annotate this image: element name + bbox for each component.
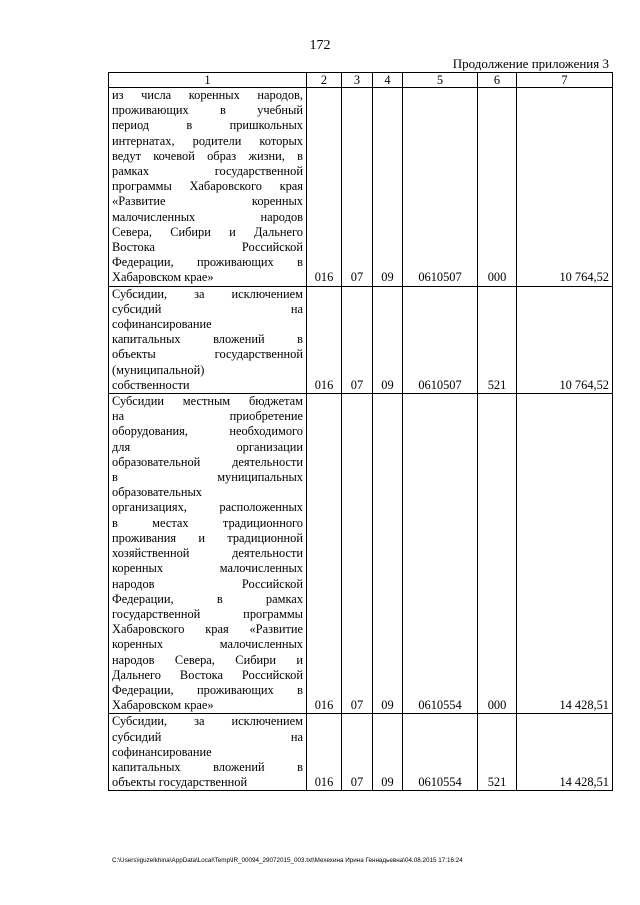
page-number: 172	[309, 38, 331, 53]
description-line: коренных малочисленных	[112, 637, 303, 652]
ministry-code: 016	[307, 88, 342, 287]
description-line: рамках государственной	[112, 164, 303, 179]
amount: 10 764,52	[517, 286, 613, 393]
description-line: софинансирование	[112, 744, 212, 759]
expense-type-code: 521	[478, 714, 517, 791]
description-line: Востока Российской	[112, 240, 303, 255]
description-line: период в пришкольных	[112, 118, 303, 133]
description-line: проживания и традиционной	[112, 530, 303, 545]
description-line: (муниципальной)	[112, 362, 205, 377]
description-line: Субсидии местным бюджетам	[112, 394, 303, 409]
description-line: «Развитие коренных	[112, 194, 303, 209]
row-description	[109, 714, 307, 791]
description-line: Федерации, проживающих в	[112, 255, 303, 270]
amount: 14 428,51	[517, 714, 613, 791]
description-line: Хабаровском крае»	[112, 270, 214, 285]
description-line: объекты государственной	[112, 775, 248, 790]
amount: 14 428,51	[517, 394, 613, 714]
column-header: 7	[517, 73, 613, 88]
description-line: субсидий на	[112, 729, 303, 744]
column-header: 5	[403, 73, 478, 88]
target-article-code: 0610507	[403, 88, 478, 287]
description-line: народов Севера, Сибири и	[112, 652, 303, 667]
table-row	[109, 286, 613, 393]
expense-type-code: 521	[478, 286, 517, 393]
row-description	[109, 88, 307, 287]
description-line: капитальных вложений в	[112, 759, 303, 774]
description-line: хозяйственной деятельности	[112, 546, 303, 561]
row-description	[109, 394, 307, 714]
description-line: Субсидии, за исключением	[112, 714, 303, 729]
amount: 10 764,52	[517, 88, 613, 287]
description-line: организациях, расположенных	[112, 500, 303, 515]
description-line: софинансирование	[112, 317, 212, 332]
description-line: Севера, Сибири и Дальнего	[112, 224, 303, 239]
description-line: народов Российской	[112, 576, 303, 591]
description-line: малочисленных народов	[112, 209, 303, 224]
description-line: Федерации, в рамках	[112, 591, 303, 606]
section-code: 07	[342, 714, 373, 791]
description-line: капитальных вложений в	[112, 332, 303, 347]
description-line: государственной программы	[112, 606, 303, 621]
subsection-code: 09	[373, 286, 403, 393]
description-line: образовательных	[112, 485, 202, 500]
description-line: из числа коренных народов,	[112, 88, 303, 102]
description-line: Хабаровском крае»	[112, 698, 214, 713]
description-line: Субсидии, за исключением	[112, 286, 303, 301]
description-line: в местах традиционного	[112, 515, 303, 530]
subsection-code: 09	[373, 88, 403, 287]
file-path-footer: C:\Users\iguzelkhina\AppData\Local\Temp\IR_00094_29072015_003.txt\Мехехина Ирина Геннадьевна\04.08.2015 17:16:24	[112, 857, 463, 864]
table-row	[109, 394, 613, 714]
column-header: 1	[109, 73, 307, 88]
description-line: собственности	[112, 377, 190, 392]
description-line: оборудования, необходимого	[112, 424, 303, 439]
description-line: на приобретение	[112, 409, 303, 424]
description-line: в муниципальных	[112, 470, 303, 485]
description-line: Федерации, проживающих в	[112, 682, 303, 697]
expense-type-code: 000	[478, 88, 517, 287]
table-row	[109, 88, 613, 287]
target-article-code: 0610554	[403, 394, 478, 714]
description-line: проживающих в учебный	[112, 103, 303, 118]
subsection-code: 09	[373, 394, 403, 714]
column-header: 3	[342, 73, 373, 88]
section-code: 07	[342, 286, 373, 393]
description-line: программы Хабаровского края	[112, 179, 303, 194]
column-header: 2	[307, 73, 342, 88]
description-line: интернатах, родители которых	[112, 133, 303, 148]
section-code: 07	[342, 394, 373, 714]
column-header: 6	[478, 73, 517, 88]
ministry-code: 016	[307, 394, 342, 714]
expense-type-code: 000	[478, 394, 517, 714]
description-line: объекты государственной	[112, 347, 303, 362]
description-line: ведут кочевой образ жизни, в	[112, 148, 303, 163]
row-description	[109, 286, 307, 393]
target-article-code: 0610507	[403, 286, 478, 393]
budget-table	[108, 72, 613, 791]
continuation-label: Продолжение приложения 3	[452, 56, 609, 71]
target-article-code: 0610554	[403, 714, 478, 791]
description-line: для организации	[112, 439, 303, 454]
ministry-code: 016	[307, 714, 342, 791]
table-header-row	[109, 73, 613, 88]
section-code: 07	[342, 88, 373, 287]
subsection-code: 09	[373, 714, 403, 791]
description-line: коренных малочисленных	[112, 561, 303, 576]
description-line: Дальнего Востока Российской	[112, 667, 303, 682]
ministry-code: 016	[307, 286, 342, 393]
description-line: субсидий на	[112, 301, 303, 316]
table-row	[109, 714, 613, 791]
description-line: образовательной деятельности	[112, 454, 303, 469]
description-line: Хабаровского края «Развитие	[112, 622, 303, 637]
column-header: 4	[373, 73, 403, 88]
